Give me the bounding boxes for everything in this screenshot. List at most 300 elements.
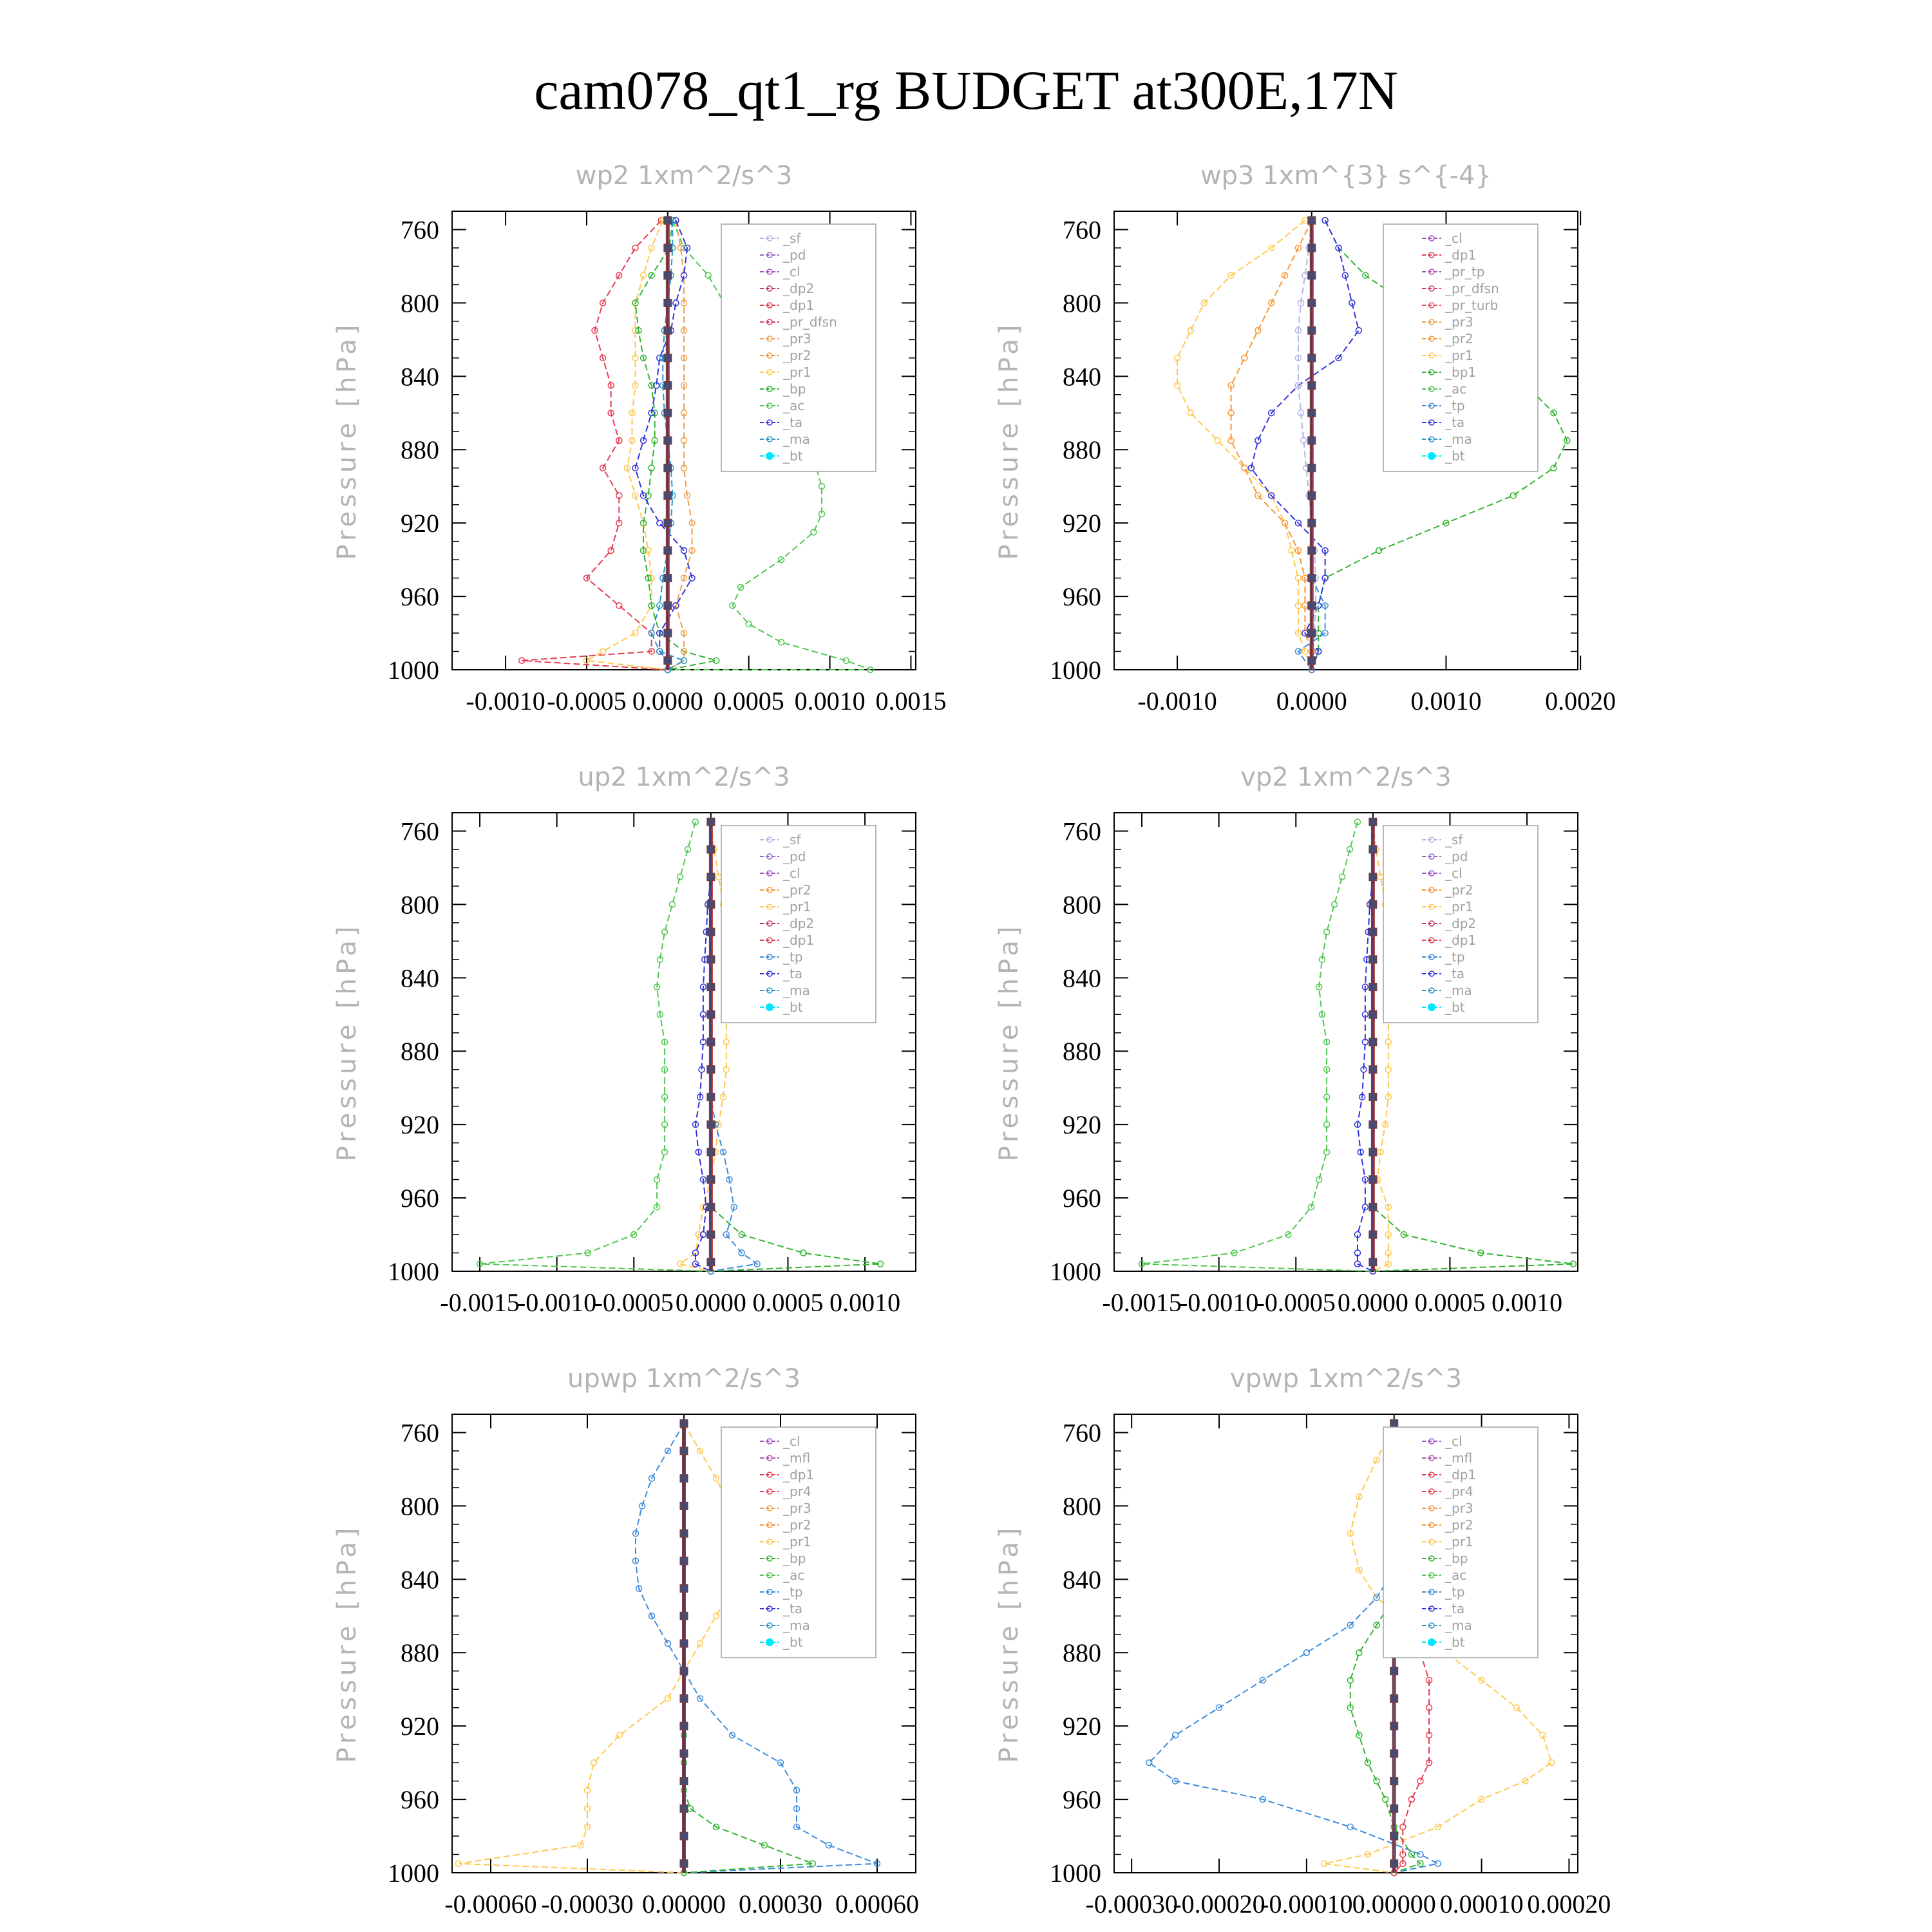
data-point (1510, 493, 1516, 498)
zero-profile-marker (664, 409, 672, 417)
panel-2 (994, 161, 1616, 715)
y-tick-label: 1000 (1050, 656, 1101, 685)
zero-profile-marker (1390, 1777, 1398, 1785)
zero-profile-marker (707, 1066, 715, 1074)
zero-profile-marker (664, 657, 672, 665)
data-point (1356, 1650, 1362, 1656)
zero-profile-marker (1390, 1804, 1398, 1812)
panel-4 (994, 762, 1578, 1317)
y-tick-label: 760 (1063, 215, 1101, 245)
y-tick-label: 800 (401, 890, 439, 920)
legend-label: _pr2 (1445, 882, 1473, 898)
zero-profile-marker (680, 1832, 688, 1840)
zero-profile-marker (664, 382, 672, 390)
legend-label: _pr_tp (1445, 264, 1485, 279)
x-tick-label: 0.0010 (1492, 1288, 1563, 1317)
zero-profile-marker (1369, 983, 1377, 991)
legend-label: _dp2 (783, 916, 815, 931)
zero-profile-marker (1390, 1667, 1398, 1675)
zero-profile-marker (707, 1231, 715, 1238)
zero-profile-marker (664, 601, 672, 609)
x-tick-label: -0.00010 (1260, 1889, 1353, 1918)
zero-profile-marker (664, 519, 672, 527)
zero-profile-marker (1308, 382, 1316, 390)
series-line (1231, 220, 1312, 670)
y-tick-label: 760 (1063, 1418, 1101, 1448)
x-tick-label: 0.0005 (713, 687, 784, 715)
series-line (459, 1423, 739, 1873)
series-line (480, 822, 711, 1271)
y-axis-label: Pressure [hPa] (332, 1524, 362, 1763)
y-tick-label: 960 (1063, 582, 1101, 612)
legend-label: _ma (1445, 983, 1472, 998)
panel-title: upwp 1xm^2/s^3 (567, 1364, 800, 1394)
zero-profile-marker (1369, 956, 1377, 963)
y-tick-label: 800 (401, 289, 439, 318)
legend-label: _cl (783, 264, 800, 279)
data-point (617, 1732, 623, 1738)
zero-profile-marker (707, 900, 715, 908)
zero-profile-marker (680, 1419, 688, 1427)
zero-profile-marker (1308, 354, 1316, 362)
legend-label: _cl (783, 866, 800, 881)
zero-profile-marker (680, 1612, 688, 1620)
zero-profile-marker (664, 327, 672, 334)
legend-label: _dp1 (1445, 1467, 1477, 1482)
y-tick-label: 880 (1063, 1037, 1101, 1066)
zero-profile-marker (1308, 299, 1316, 307)
x-tick-label: -0.00060 (444, 1889, 537, 1918)
legend-label: _ac (1445, 381, 1467, 397)
data-point (1146, 1760, 1152, 1766)
y-tick-label: 800 (1063, 289, 1101, 318)
legend-label: _pr2 (783, 1517, 811, 1533)
x-tick-label: 0.0005 (752, 1288, 824, 1317)
legend-label: _pr_turb (1445, 298, 1499, 313)
y-tick-label: 840 (401, 1565, 439, 1595)
legend-label: _bp1 (1445, 365, 1477, 380)
data-point (600, 649, 606, 654)
zero-profile-marker (1308, 327, 1316, 334)
legend-label: _pr1 (783, 899, 811, 914)
legend-marker (766, 452, 773, 460)
legend-label: _pd (1445, 849, 1468, 864)
zero-profile-marker (680, 1722, 688, 1730)
zero-profile-marker (1308, 491, 1316, 499)
zero-profile-marker (664, 464, 672, 472)
legend-label: _pr2 (1445, 331, 1473, 346)
legend-label: _pr4 (783, 1484, 811, 1499)
y-tick-label: 960 (401, 1184, 439, 1213)
legend-label: _pr1 (783, 1534, 811, 1549)
data-point (632, 245, 638, 251)
legend-label: _ma (783, 431, 810, 447)
zero-profile-marker (1390, 1419, 1398, 1427)
x-tick-label: 0.00030 (739, 1889, 822, 1918)
y-axis-label: Pressure [hPa] (994, 922, 1024, 1162)
zero-profile-marker (664, 354, 672, 362)
x-tick-label: -0.00020 (1173, 1889, 1265, 1918)
zero-profile-marker (1390, 1750, 1398, 1757)
zero-profile-marker (707, 928, 715, 936)
zero-profile-marker (680, 1585, 688, 1593)
x-tick-label: 0.0015 (875, 687, 947, 715)
y-tick-label: 800 (1063, 1492, 1101, 1521)
zero-profile-marker (664, 299, 672, 307)
legend-label: _dp1 (1445, 933, 1477, 948)
legend-label: _ma (1445, 1618, 1472, 1633)
data-point (1551, 465, 1557, 471)
x-tick-label: 0.0000 (1276, 687, 1347, 715)
zero-profile-marker (664, 437, 672, 444)
zero-profile-marker (1308, 437, 1316, 444)
zero-profile-marker (680, 1750, 688, 1757)
legend-label: _tp (1445, 398, 1465, 413)
legend-label: _ma (783, 1618, 810, 1633)
zero-profile-marker (1390, 1694, 1398, 1702)
data-point (1347, 1824, 1353, 1830)
panel-3 (332, 762, 916, 1317)
legend-marker (766, 1003, 773, 1011)
legend-label: _pr2 (783, 882, 811, 898)
legend-label: _dp1 (783, 1467, 815, 1482)
zero-profile-marker (1308, 547, 1316, 554)
zero-profile-marker (1308, 272, 1316, 279)
legend-label: _dp2 (1445, 916, 1477, 931)
x-tick-label: -0.0010 (466, 687, 545, 715)
data-point (1417, 1778, 1423, 1784)
zero-profile-marker (1308, 216, 1316, 224)
zero-profile-marker (664, 547, 672, 554)
legend-label: _bt (1445, 1634, 1465, 1650)
legend-label: _bt (783, 448, 803, 464)
data-point (665, 1641, 671, 1647)
legend-label: _tp (1445, 1584, 1465, 1600)
x-tick-label: 0.0000 (632, 687, 703, 715)
data-point (779, 639, 784, 645)
series-line (522, 220, 668, 670)
legend-label: _ta (1445, 1601, 1465, 1616)
legend-marker (766, 1638, 773, 1646)
legend-label: _ta (1445, 966, 1465, 981)
data-point (616, 603, 622, 609)
legend-label: _tp (783, 1584, 803, 1600)
legend-label: _cl (1445, 866, 1463, 881)
zero-profile-marker (1369, 928, 1377, 936)
legend-label: _mfl (783, 1450, 811, 1466)
zero-profile-marker (680, 1502, 688, 1510)
series-line (1177, 220, 1312, 670)
zero-profile-marker (680, 1475, 688, 1482)
zero-profile-marker (680, 1447, 688, 1455)
y-tick-label: 760 (1063, 817, 1101, 846)
series-line (1142, 822, 1373, 1271)
y-tick-label: 960 (1063, 1785, 1101, 1815)
x-tick-label: -0.0005 (1256, 1288, 1336, 1317)
zero-profile-marker (707, 1093, 715, 1101)
y-tick-label: 880 (401, 435, 439, 465)
panel-title: wp3 1xm^{3} s^{-4} (1200, 161, 1492, 191)
y-tick-label: 1000 (388, 656, 439, 685)
zero-profile-marker (1369, 1258, 1377, 1266)
zero-profile-marker (1308, 244, 1316, 252)
data-point (688, 1806, 694, 1812)
legend-label: _pr2 (783, 348, 811, 363)
zero-profile-marker (707, 1258, 715, 1266)
panel-title: wp2 1xm^2/s^3 (575, 161, 793, 191)
zero-profile-marker (664, 272, 672, 279)
legend-label: _dp1 (1445, 247, 1477, 263)
legend-label: _bt (783, 1634, 803, 1650)
y-tick-label: 840 (1063, 963, 1101, 993)
y-axis-label: Pressure [hPa] (994, 1524, 1024, 1763)
x-tick-label: 0.0010 (829, 1288, 901, 1317)
zero-profile-marker (1369, 1010, 1377, 1018)
x-tick-label: -0.0015 (440, 1288, 520, 1317)
legend-label: _bt (1445, 448, 1465, 464)
zero-profile-marker (680, 1557, 688, 1565)
zero-profile-marker (1308, 574, 1316, 582)
zero-profile-marker (1308, 629, 1316, 637)
zero-profile-marker (680, 1694, 688, 1702)
series-line (587, 220, 668, 670)
y-tick-label: 960 (401, 1785, 439, 1815)
zero-profile-marker (1369, 1066, 1377, 1074)
y-tick-label: 920 (401, 509, 439, 538)
zero-profile-marker (1308, 601, 1316, 609)
zero-profile-marker (707, 1148, 715, 1156)
zero-profile-marker (664, 574, 672, 582)
x-tick-label: 0.0000 (1337, 1288, 1408, 1317)
x-tick-label: -0.0010 (516, 1288, 597, 1317)
y-tick-label: 920 (1063, 1110, 1101, 1140)
y-axis-label: Pressure [hPa] (332, 321, 362, 560)
x-tick-label: 0.00010 (1439, 1889, 1524, 1918)
data-point (1417, 1852, 1423, 1857)
zero-profile-marker (707, 983, 715, 991)
legend-label: _pr1 (1445, 348, 1473, 363)
legend-label: _pd (783, 247, 806, 263)
legend-label: _ac (783, 398, 805, 413)
legend-label: _ta (783, 966, 803, 981)
legend-label: _bp (783, 1551, 806, 1566)
x-tick-label: -0.00030 (541, 1889, 634, 1918)
data-point (1255, 438, 1261, 444)
x-tick-label: 0.0005 (1414, 1288, 1486, 1317)
y-tick-label: 1000 (1050, 1859, 1101, 1888)
legend-label: _pd (783, 849, 806, 864)
legend-label: _dp2 (783, 281, 815, 296)
zero-profile-marker (707, 818, 715, 826)
x-tick-label: 0.0010 (794, 687, 866, 715)
y-tick-label: 920 (401, 1712, 439, 1741)
panel-1 (332, 161, 946, 715)
panel-title: vp2 1xm^2/s^3 (1240, 762, 1452, 792)
legend-label: _mfl (1445, 1450, 1473, 1466)
legend-label: _pr3 (1445, 314, 1473, 330)
legend-label: _ma (1445, 431, 1472, 447)
legend-label: _sf (783, 832, 801, 848)
zero-profile-marker (1369, 1203, 1377, 1211)
zero-profile-marker (664, 629, 672, 637)
zero-profile-marker (1369, 1231, 1377, 1238)
panel-6 (994, 1364, 1611, 1918)
data-point (1242, 465, 1247, 471)
zero-profile-marker (1308, 519, 1316, 527)
legend-label: _tp (783, 949, 803, 965)
zero-profile-marker (707, 1121, 715, 1128)
x-tick-label: 0.0010 (1410, 687, 1482, 715)
zero-profile-marker (1390, 1860, 1398, 1868)
data-point (1242, 355, 1247, 361)
y-tick-label: 960 (401, 582, 439, 612)
legend-label: _ac (783, 1567, 805, 1583)
panel-5 (332, 1364, 919, 1918)
legend-label: _pr1 (1445, 1534, 1473, 1549)
x-tick-label: -0.0010 (1179, 1288, 1259, 1317)
zero-profile-marker (1308, 464, 1316, 472)
y-tick-label: 920 (401, 1110, 439, 1140)
legend-label: _pr3 (1445, 1501, 1473, 1516)
data-point (657, 520, 663, 526)
y-tick-label: 800 (401, 1492, 439, 1521)
zero-profile-marker (707, 956, 715, 963)
legend-label: _cl (1445, 231, 1463, 246)
legend-label: _pr1 (1445, 899, 1473, 914)
legend-label: _pr_dfsn (783, 314, 837, 330)
y-tick-label: 920 (1063, 1712, 1101, 1741)
figure-title: cam078_qt1_rg BUDGET at300E,17N (534, 59, 1398, 121)
legend-label: _sf (1445, 832, 1463, 848)
y-tick-label: 840 (401, 362, 439, 392)
legend-label: _pr3 (783, 1501, 811, 1516)
data-point (1255, 328, 1261, 334)
y-tick-label: 1000 (1050, 1257, 1101, 1286)
x-tick-label: -0.00030 (1085, 1889, 1178, 1918)
y-tick-label: 800 (1063, 890, 1101, 920)
zero-profile-marker (680, 1667, 688, 1675)
zero-profile-marker (680, 1640, 688, 1647)
x-tick-label: 0.00000 (1352, 1889, 1436, 1918)
x-tick-label: 0.00060 (835, 1889, 919, 1918)
y-tick-label: 760 (401, 1418, 439, 1448)
x-tick-label: 0.00020 (1527, 1889, 1611, 1918)
y-tick-label: 880 (401, 1037, 439, 1066)
data-point (705, 272, 711, 278)
zero-profile-marker (707, 846, 715, 853)
data-point (1188, 328, 1193, 334)
panel-title: up2 1xm^2/s^3 (578, 762, 790, 792)
zero-profile-marker (1369, 900, 1377, 908)
y-tick-label: 960 (1063, 1184, 1101, 1213)
data-point (1549, 1760, 1555, 1766)
x-tick-label: -0.0005 (594, 1288, 674, 1317)
legend-label: _tp (1445, 949, 1465, 965)
zero-profile-marker (707, 1010, 715, 1018)
panel-title: vpwp 1xm^2/s^3 (1229, 1364, 1463, 1394)
zero-profile-marker (1369, 1148, 1377, 1156)
legend-marker (1428, 1003, 1435, 1011)
legend-label: _ta (783, 1601, 803, 1616)
zero-profile-marker (1369, 846, 1377, 853)
legend-label: _pr3 (783, 331, 811, 346)
data-point (1215, 438, 1220, 444)
legend-label: _ta (1445, 415, 1465, 430)
y-tick-label: 760 (401, 817, 439, 846)
y-tick-label: 1000 (388, 1859, 439, 1888)
y-tick-label: 1000 (388, 1257, 439, 1286)
zero-profile-marker (1390, 1832, 1398, 1840)
data-point (1303, 1650, 1309, 1656)
zero-profile-marker (1369, 873, 1377, 881)
x-tick-label: -0.0015 (1102, 1288, 1182, 1317)
zero-profile-marker (707, 1203, 715, 1211)
legend-label: _bp (783, 381, 806, 397)
y-axis-label: Pressure [hPa] (994, 321, 1024, 560)
legend-label: _dp1 (783, 933, 815, 948)
y-tick-label: 840 (1063, 362, 1101, 392)
zero-profile-marker (1308, 409, 1316, 417)
legend-label: _ac (1445, 1567, 1467, 1583)
data-point (1374, 1778, 1379, 1784)
zero-profile-marker (707, 1176, 715, 1184)
data-point (746, 621, 752, 627)
legend-label: _bt (1445, 999, 1465, 1015)
zero-profile-marker (1369, 818, 1377, 826)
zero-profile-marker (680, 1860, 688, 1868)
x-tick-label: -0.0010 (1137, 687, 1217, 715)
legend-label: _cl (1445, 1434, 1463, 1449)
y-axis-label: Pressure [hPa] (332, 922, 362, 1162)
legend-label: _bt (783, 999, 803, 1015)
data-point (714, 1613, 719, 1619)
y-tick-label: 840 (1063, 1565, 1101, 1595)
y-tick-label: 880 (1063, 435, 1101, 465)
x-tick-label: 0.0000 (675, 1288, 746, 1317)
y-tick-label: 840 (401, 963, 439, 993)
legend-marker (1428, 1638, 1435, 1646)
legend-label: _ta (783, 415, 803, 430)
legend-label: _sf (783, 231, 801, 246)
y-tick-label: 760 (401, 215, 439, 245)
legend-label: _dp1 (783, 298, 815, 313)
zero-profile-marker (1369, 1176, 1377, 1184)
zero-profile-marker (707, 1038, 715, 1046)
zero-profile-marker (1369, 1093, 1377, 1101)
zero-profile-marker (1308, 657, 1316, 665)
data-point (1435, 1861, 1441, 1866)
legend-label: _pr1 (783, 365, 811, 380)
legend-label: _ma (783, 983, 810, 998)
zero-profile-marker (664, 491, 672, 499)
legend-label: _pr4 (1445, 1484, 1473, 1499)
y-tick-label: 880 (401, 1638, 439, 1668)
zero-profile-marker (1369, 1121, 1377, 1128)
data-point (1188, 410, 1193, 416)
zero-profile-marker (1390, 1722, 1398, 1730)
zero-profile-marker (664, 216, 672, 224)
legend-label: _bp (1445, 1551, 1468, 1566)
x-tick-label: -0.0005 (547, 687, 627, 715)
legend-label: _pr_dfsn (1445, 281, 1499, 296)
zero-profile-marker (1369, 1038, 1377, 1046)
x-tick-label: 0.0020 (1545, 687, 1616, 715)
zero-profile-marker (680, 1530, 688, 1537)
legend-label: _cl (783, 1434, 800, 1449)
zero-profile-marker (707, 873, 715, 881)
data-point (811, 529, 817, 535)
data-point (1173, 1732, 1179, 1738)
